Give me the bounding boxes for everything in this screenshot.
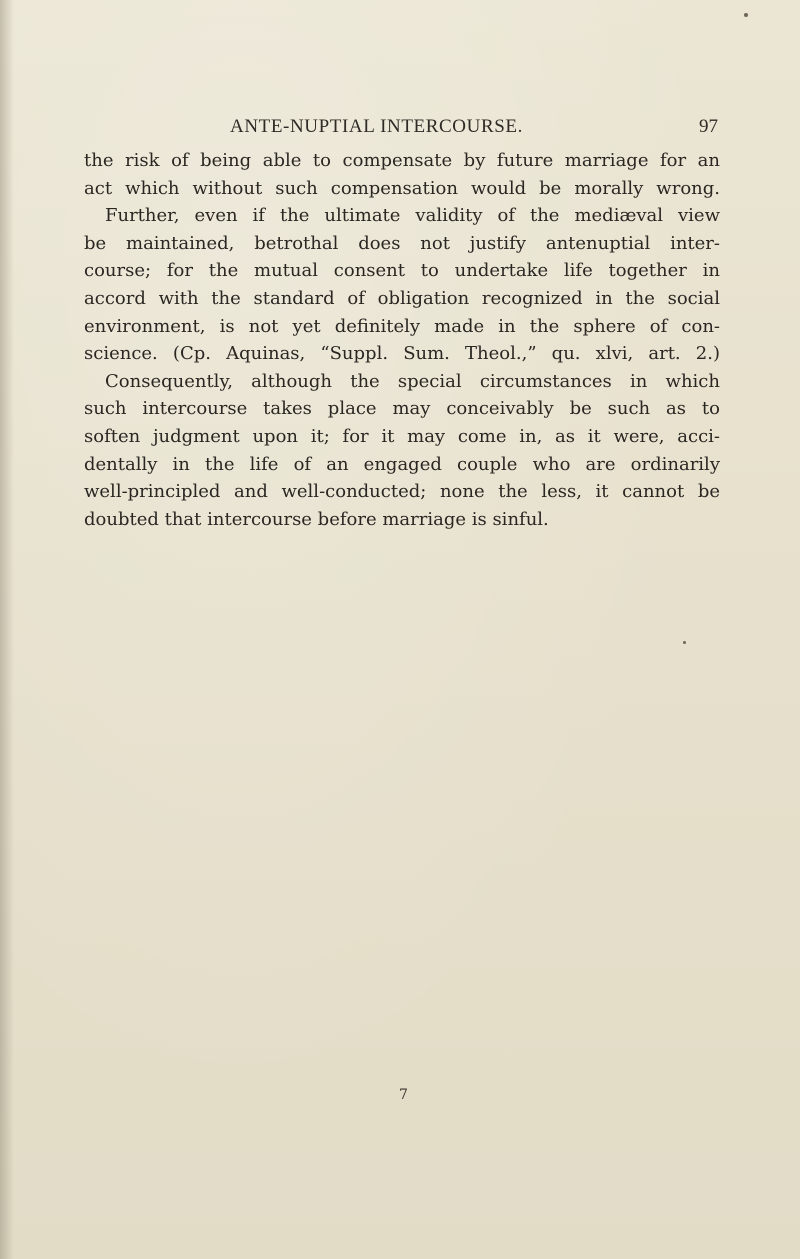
text-line: science. (Cp. Aquinas, “Suppl. Sum. Theol.,” qu. xlvi, art. 2.) bbox=[84, 343, 720, 365]
paper-speck bbox=[683, 641, 686, 644]
text-line: such intercourse takes place may conceivably be such as to bbox=[84, 398, 720, 420]
signature-mark: 7 bbox=[399, 1087, 408, 1103]
text-line: act which without such compensation would be morally wrong. bbox=[84, 177, 720, 199]
text-line: well-principled and well-conducted; none the less, it cannot be bbox=[84, 481, 720, 503]
text-line: Further, even if the ultimate validity of the mediæval view bbox=[105, 205, 720, 227]
text-line: dentally in the life of an engaged couple who are ordinarily bbox=[84, 453, 720, 475]
binding-shadow bbox=[0, 0, 14, 1259]
text-line: course; for the mutual consent to undertake life together in bbox=[84, 260, 720, 282]
text-line: Consequently, although the special circumstances in which bbox=[105, 370, 720, 392]
body-paragraph bbox=[84, 147, 720, 533]
running-title: ANTE-NUPTIAL INTERCOURSE. bbox=[230, 116, 523, 137]
page-number: 97 bbox=[699, 116, 718, 137]
text-line: soften judgment upon it; for it may come in, as it were, acci- bbox=[84, 425, 720, 447]
page-header bbox=[84, 116, 718, 140]
text-line: doubted that intercourse before marriage is sinful. bbox=[84, 508, 549, 530]
text-line: accord with the standard of obligation recognized in the social bbox=[84, 287, 720, 309]
text-line: be maintained, betrothal does not justify antenuptial inter- bbox=[84, 232, 720, 254]
paper-speck bbox=[744, 13, 748, 17]
text-line: the risk of being able to compensate by future marriage for an bbox=[84, 150, 720, 171]
text-line: environment, is not yet definitely made in the sphere of con- bbox=[84, 315, 720, 337]
